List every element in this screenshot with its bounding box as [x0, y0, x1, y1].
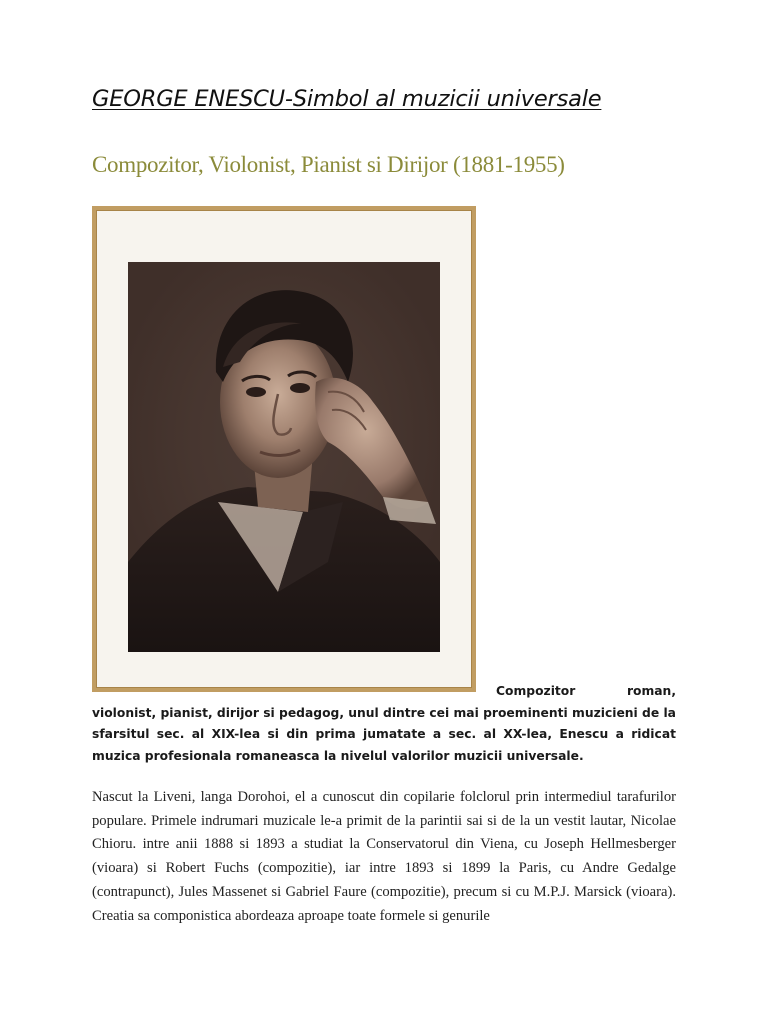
portrait-illustration-icon — [128, 262, 440, 652]
lead-paragraph — [92, 681, 676, 767]
portrait-photo — [128, 262, 440, 652]
body-paragraph: Nascut la Liveni, langa Dorohoi, el a cunoscut din copilarie folclorul prin intermediul tarafurilor populare. Primele indrumari muzicale le-a primit de la parintii sai si de la un vestit lautar, Nicolae Chioru. intre anii 1888 si 1893 a studiat la Conservatorul din Viena, cu Joseph Hellmesberger (vioara) si Robert Fuchs (compozitie), iar intre 1893 si 1899 la Paris, cu Andre Gedalge (contrapunct), Jules Massenet si Gabriel Faure (compozitie), precum si cu M.P.J. Marsick (vioara). Creatia sa componistica abordeaza aproape toate formele si genurile — [92, 789, 676, 924]
lead-first-word: Compozitor — [496, 684, 576, 698]
page-subtitle: Compozitor, Violonist, Pianist si Dirijor (1881-1955) — [92, 152, 565, 177]
lead-second-word: roman, — [626, 684, 676, 698]
page-title: GEORGE ENESCU-Simbol al muzicii universale — [92, 86, 602, 112]
lead-first-line — [92, 681, 676, 703]
portrait-frame — [92, 206, 476, 692]
lead-rest: violonist, pianist, dirijor si pedagog, unul dintre cei mai proeminenti muzicieni de la sfarsitul sec. al XIX-lea si din prima jumatate a sec. al XX-lea, Enescu a ridicat muzica profesionala romaneasca la nivelul valorilor muzicii universale. — [92, 705, 676, 763]
